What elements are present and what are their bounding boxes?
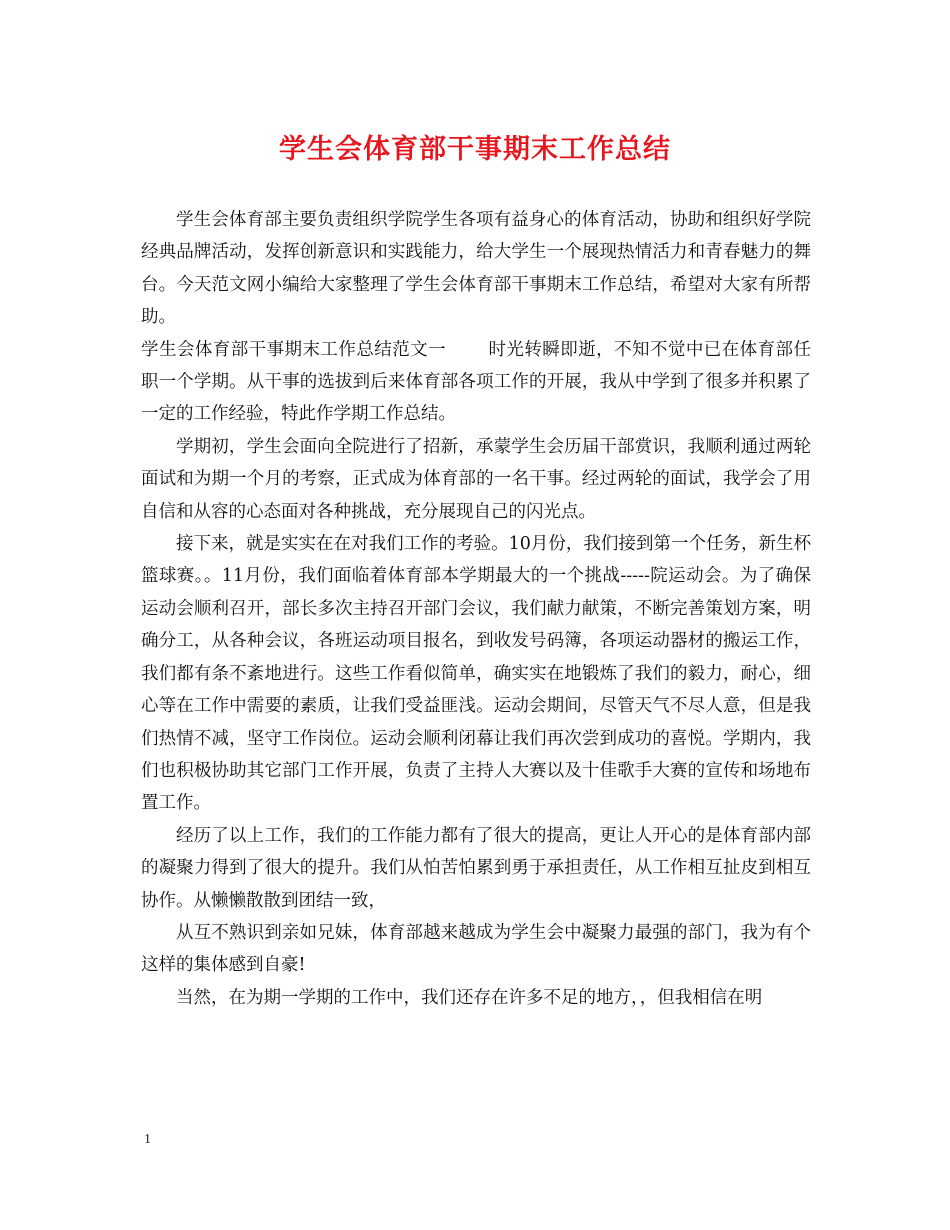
paragraph-sample-one [141,334,811,431]
document-body [141,204,811,1014]
document-title: 学生会体育部干事期末工作总结 [279,134,671,165]
paragraph-recruitment: 学期初，学生会面向全院进行了招新，承蒙学生会历届干部赏识，我顺利通过两轮面试和为期一个月的考察，正式成为体育部的一名干事。经过两轮的面试，我学会了用自信和从容的心态面对各种挑战，充分展现自己的闪光点。 [141,436,811,522]
paragraph-shortcomings: 当然，在为期一学期的工作中，我们还存在许多不足的地方，，但我相信在明 [176,987,763,1008]
paragraph-intro: 学生会体育部主要负责组织学院学生各项有益身心的体育活动，协助和组织好学院经典品牌活动，发挥创新意识和实践能力，给大学生一个展现热情活力和青春魅力的舞台。今天范文网小编给大家整理了学生会体育部干事期末工作总结，希望对大家有所帮助。 [141,210,811,328]
page-number: 1 [144,1132,151,1147]
sample-opening-text: 时光转瞬即逝，不知不觉中已在体育部任职一个学期。从干事的选拔到后来体育部各项工作的开展，我从中学到了很多并积累了一定的工作经验，特此作学期工作总结。 [141,339,812,425]
paragraph-growth: 经历了以上工作，我们的工作能力都有了很大的提高，更让人开心的是体育部内部的凝聚力得到了很大的提升。我们从怕苦怕累到勇于承担责任，从工作相互扯皮到相互协作。从懒懒散散到团结一致， [141,825,811,911]
paragraph-events: 接下来，就是实实在在对我们工作的考验。10月份，我们接到第一个任务，新生杯篮球赛。。11月份，我们面临着体育部本学期最大的一个挑战-----院运动会。为了确保运动会顺利召开，部长多次主持召开部门会议，我们献力献策，不断完善策划方案，明确分工，从各种会议，各班运动项目报名，到收发号码簿，各项运动器材的搬运工作，我们都有条不紊地进行。这些工作看似简单，确实实在地锻炼了我们的毅力，耐心，细心等在工作中需要的素质，让我们受益匪浅。运动会期间，尽管天气不尽人意，但是我们热情不减，坚守工作岗位。运动会顺利闭幕让我们再次尝到成功的喜悦。学期内，我们也积极协助其它部门工作开展，负责了主持人大赛以及十佳歌手大赛的宣传和场地布置工作。 [141,534,811,814]
paragraph-team-pride: 从互不熟识到亲如兄妹，体育部越来越成为学生会中凝聚力最强的部门，我为有个这样的集体感到自豪! [141,922,811,976]
sample-heading: 学生会体育部干事期末工作总结范文一 [141,339,447,360]
